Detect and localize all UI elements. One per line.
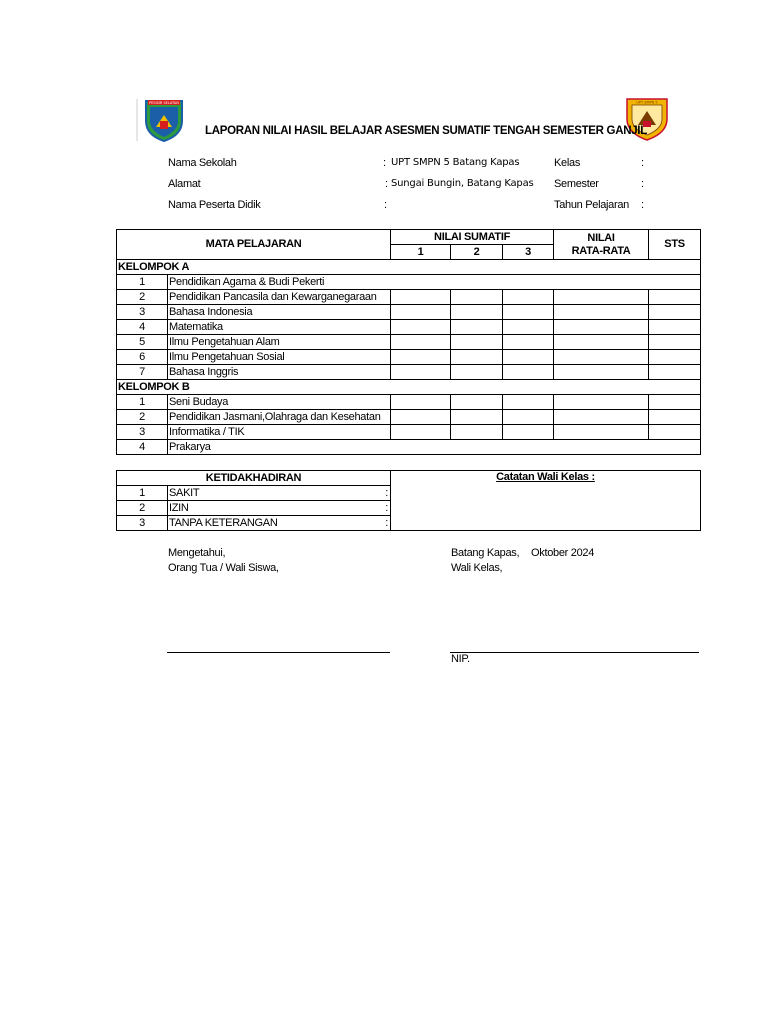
table-row (117, 365, 701, 380)
subject-name: Pendidikan Pancasila dan Kewarganegaraan (168, 290, 391, 305)
group-a-label: KELOMPOK A (117, 260, 701, 275)
row-number: 3 (117, 425, 168, 440)
sumatif-col-2: 2 (451, 245, 503, 260)
average-cell[interactable] (554, 290, 649, 305)
average-cell[interactable] (554, 350, 649, 365)
sts-cell[interactable] (649, 365, 701, 380)
row-number: 1 (117, 275, 168, 290)
table-row (117, 410, 701, 425)
grade-cell[interactable] (451, 305, 503, 320)
grade-cell[interactable] (451, 290, 503, 305)
table-row (117, 275, 701, 290)
grade-cell[interactable] (451, 365, 503, 380)
row-number: 7 (117, 365, 168, 380)
grade-cell[interactable] (451, 335, 503, 350)
grade-cell[interactable] (503, 365, 554, 380)
grade-cell[interactable] (451, 395, 503, 410)
absence-header-row (117, 471, 701, 486)
sts-cell[interactable] (649, 335, 701, 350)
group-b-row (117, 380, 701, 395)
sts-cell[interactable] (649, 425, 701, 440)
school-colon: : (383, 157, 386, 169)
grade-cell[interactable] (391, 425, 451, 440)
sts-cell[interactable] (649, 290, 701, 305)
row-number: 3 (117, 516, 168, 531)
subject-name: Matematika (168, 320, 391, 335)
absence-header: KETIDAKHADIRAN (117, 471, 391, 486)
absence-colon: : (385, 501, 389, 514)
address-colon: : (385, 178, 388, 190)
subject-name: Ilmu Pengetahuan Sosial (168, 350, 391, 365)
table-row (117, 425, 701, 440)
grade-cell[interactable] (391, 395, 451, 410)
place-label: Batang Kapas, (451, 547, 520, 559)
sumatif-col-3: 3 (503, 245, 554, 260)
grade-cell[interactable] (503, 425, 554, 440)
table-row (117, 290, 701, 305)
grade-cell[interactable] (451, 350, 503, 365)
subject-name: Pendidikan Agama & Budi Pekerti (168, 275, 701, 290)
grade-cell[interactable] (391, 365, 451, 380)
average-header-line2: RATA-RATA (571, 244, 631, 257)
table-row (117, 305, 701, 320)
absence-item (168, 486, 391, 501)
date-label: Oktober 2024 (531, 547, 595, 559)
subject-name: Bahasa Indonesia (168, 305, 391, 320)
grade-cell[interactable] (503, 395, 554, 410)
grade-cell[interactable] (391, 290, 451, 305)
grade-cell[interactable] (391, 320, 451, 335)
grade-cell[interactable] (391, 410, 451, 425)
absence-item (168, 516, 391, 531)
absence-item (168, 501, 391, 516)
sts-cell[interactable] (649, 350, 701, 365)
average-cell[interactable] (554, 305, 649, 320)
address-label: Alamat (168, 178, 201, 190)
sts-header: STS (649, 230, 701, 260)
grade-cell[interactable] (391, 350, 451, 365)
table-row (117, 320, 701, 335)
nip-label: NIP. (451, 653, 470, 665)
subject-header: MATA PELAJARAN (117, 230, 391, 260)
subject-name: Informatika / TIK (168, 425, 391, 440)
grade-cell[interactable] (503, 350, 554, 365)
student-label: Nama Peserta Didik (168, 199, 261, 211)
absence-colon: : (385, 516, 389, 529)
parent-signature-line (167, 652, 390, 653)
average-header (554, 230, 649, 260)
grade-cell[interactable] (451, 410, 503, 425)
average-cell[interactable] (554, 335, 649, 350)
grade-cell[interactable] (391, 305, 451, 320)
table-row (117, 335, 701, 350)
notes-cell[interactable] (391, 471, 701, 531)
sumatif-header: NILAI SUMATIF (391, 230, 554, 245)
row-number: 4 (117, 440, 168, 455)
report-title: LAPORAN NILAI HASIL BELAJAR ASESMEN SUMATIF TENGAH SEMESTER GANJIL (205, 125, 647, 137)
teacher-signature-line (450, 652, 699, 653)
subject-name: Prakarya (168, 440, 701, 455)
grade-cell[interactable] (503, 320, 554, 335)
left-logo-banner: PESISIR SELATAN (149, 101, 179, 105)
row-number: 2 (117, 501, 168, 516)
absence-colon: : (385, 486, 389, 499)
row-number: 3 (117, 305, 168, 320)
regency-logo (136, 97, 192, 143)
notes-header: Catatan Wali Kelas : (496, 471, 595, 483)
table-row (117, 395, 701, 410)
grade-cell[interactable] (503, 290, 554, 305)
sumatif-col-1: 1 (391, 245, 451, 260)
subject-name: Ilmu Pengetahuan Alam (168, 335, 391, 350)
grade-cell[interactable] (451, 425, 503, 440)
sts-cell[interactable] (649, 320, 701, 335)
table-row (117, 440, 701, 455)
average-cell[interactable] (554, 320, 649, 335)
row-number: 4 (117, 320, 168, 335)
absence-label: TANPA KETERANGAN (169, 516, 278, 529)
grade-cell[interactable] (503, 410, 554, 425)
group-b-label: KELOMPOK B (117, 380, 701, 395)
acknowledged-label: Mengetahui, (168, 547, 226, 559)
grades-table (116, 229, 701, 455)
average-header-line1: NILAI (587, 231, 615, 244)
average-cell[interactable] (554, 365, 649, 380)
absence-label: SAKIT (169, 486, 200, 499)
parent-label: Orang Tua / Wali Siswa, (168, 562, 279, 574)
school-value: UPT SMPN 5 Batang Kapas (391, 157, 520, 168)
average-cell[interactable] (554, 410, 649, 425)
right-logo-banner: UPT SMPN 5 (636, 100, 658, 105)
row-number: 6 (117, 350, 168, 365)
row-number: 1 (117, 486, 168, 501)
grade-cell[interactable] (451, 320, 503, 335)
year-colon: : (641, 199, 644, 211)
address-value: Sungai Bungin, Batang Kapas (391, 178, 534, 189)
regency-emblem-icon (136, 97, 192, 143)
homeroom-teacher-label: Wali Kelas, (451, 562, 503, 574)
subject-name: Seni Budaya (168, 395, 391, 410)
absence-table (116, 470, 701, 531)
average-cell[interactable] (554, 425, 649, 440)
row-number: 5 (117, 335, 168, 350)
class-colon: : (641, 157, 644, 169)
row-number: 1 (117, 395, 168, 410)
grade-cell[interactable] (503, 305, 554, 320)
table-row (117, 350, 701, 365)
student-colon: : (384, 199, 387, 211)
grade-cell[interactable] (391, 335, 451, 350)
row-number: 2 (117, 290, 168, 305)
class-label: Kelas (554, 157, 581, 169)
average-cell[interactable] (554, 395, 649, 410)
semester-label: Semester (554, 178, 599, 190)
sts-cell[interactable] (649, 410, 701, 425)
subject-name: Pendidikan Jasmani,Olahraga dan Kesehatan (168, 410, 391, 425)
group-a-row (117, 260, 701, 275)
sts-cell[interactable] (649, 305, 701, 320)
year-label: Tahun Pelajaran (554, 199, 630, 211)
absence-label: IZIN (169, 501, 189, 514)
subject-name: Bahasa Inggris (168, 365, 391, 380)
header-row-1 (117, 230, 701, 245)
row-number: 2 (117, 410, 168, 425)
sts-cell[interactable] (649, 395, 701, 410)
school-label: Nama Sekolah (168, 157, 237, 169)
grade-cell[interactable] (503, 335, 554, 350)
semester-colon: : (641, 178, 644, 190)
